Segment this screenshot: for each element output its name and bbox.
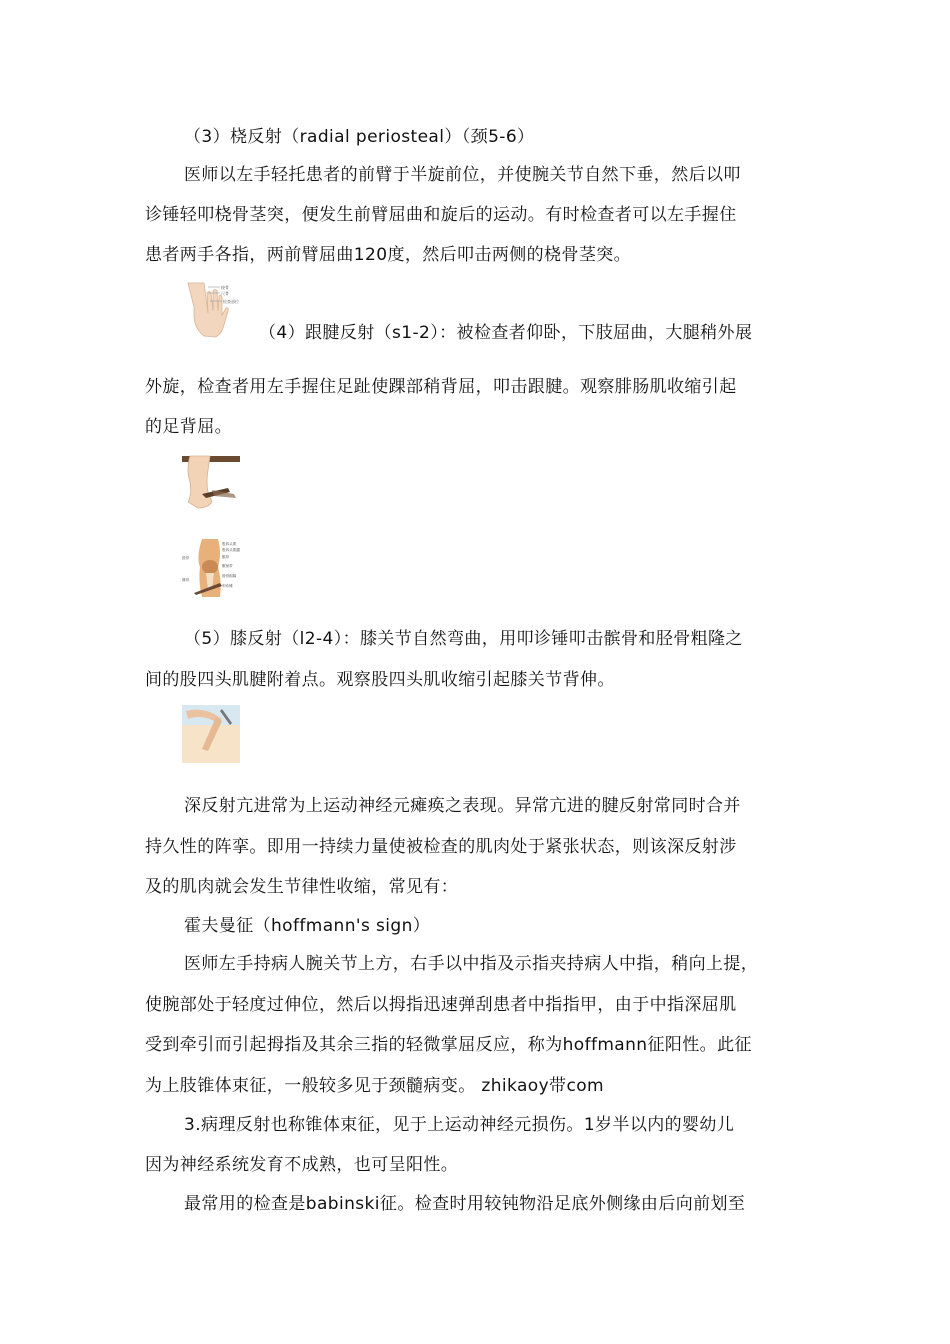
- hand-label-site: 检查部位: [223, 299, 239, 304]
- paragraph-line: 因为神经系统发育不成熟，也可呈阳性。: [145, 1155, 459, 1175]
- paragraph-line: 患者两手各指，两前臂屈曲120度，然后叩击两侧的桡骨茎突。: [145, 245, 632, 265]
- knee-reflex-illustration: [182, 705, 240, 763]
- paragraph-line: 受到牵引而引起拇指及其余三指的轻微掌屈反应，称为hoffmann征阳性。此征: [145, 1035, 752, 1055]
- paragraph-line: 外旋，检查者用左手握住足趾使踝部稍背屈，叩击跟腱。观察腓肠肌收缩引起: [145, 377, 737, 397]
- paragraph-line: 3.病理反射也称锥体束征，见于上运动神经元损伤。1岁半以内的婴幼儿: [184, 1115, 735, 1135]
- paragraph-line: 使腕部处于轻度过伸位，然后以拇指迅速弹刮患者中指指甲，由于中指深屈肌: [145, 995, 737, 1015]
- knee-label-tibia: 胫骨: [182, 556, 190, 560]
- knee-label-quadriceps-tendon: 股四头肌腱: [222, 548, 240, 552]
- knee-label-fibula: 腓骨: [182, 578, 190, 582]
- paragraph-line: 的足背屈。: [145, 417, 232, 437]
- knee-label-quadriceps: 股四头肌: [222, 542, 237, 546]
- knee-anatomy-illustration: [180, 537, 242, 599]
- section-heading-radial-reflex: （3）桡反射（radial periosteal）（颈5-6）: [184, 127, 535, 147]
- section-heading-achilles-reflex: （4）跟腱反射（s1-2）：被检查者仰卧，下肢屈曲，大腿稍外展: [259, 323, 753, 343]
- section-heading-hoffmann-sign: 霍夫曼征（hoffmann's sign）: [184, 916, 431, 936]
- paragraph-line: 持久性的阵挛。即用一持续力量使被检查的肌肉处于紧张状态，则该深反射涉: [145, 837, 737, 857]
- hand-label-ulna: 尺骨: [221, 291, 229, 296]
- paragraph-line: 医师以左手轻托患者的前臂于半旋前位，并使腕关节自然下垂，然后以叩: [184, 165, 741, 185]
- ankle-reflex-illustration: [182, 452, 240, 510]
- paragraph-line: 深反射亢进常为上运动神经元瘫痪之表现。异常亢进的腱反射常同时合并: [184, 796, 741, 816]
- hand-label-radius: 桡骨: [221, 285, 229, 290]
- knee-label-patellar-ligament: 髌韧带: [222, 564, 233, 568]
- section-heading-knee-reflex: （5）膝反射（l2-4）：膝关节自然弯曲，用叩诊锤叩击髌骨和胫骨粗隆之: [184, 629, 743, 649]
- paragraph-line: 间的股四头肌腱附着点。观察股四头肌收缩引起膝关节背伸。: [145, 670, 615, 690]
- paragraph-line: 及的肌肉就会发生节律性收缩，常见有：: [145, 877, 459, 897]
- paragraph-line: 最常用的检查是babinski征。检查时用较钝物沿足底外侧缘由后向前划至: [184, 1194, 746, 1214]
- knee-label-patella: 髌骨: [222, 555, 230, 559]
- hand-reflex-illustration: [182, 281, 242, 339]
- knee-label-hammer: 叩诊锤: [222, 584, 233, 588]
- paragraph-line: 诊锤轻叩桡骨茎突，便发生前臂屈曲和旋后的运动。有时检查者可以左手握住: [145, 205, 737, 225]
- paragraph-line: 医师左手持病人腕关节上方，右手以中指及示指夹持病人中指，稍向上提，: [184, 954, 759, 974]
- knee-label-tibial-tuberosity: 胫骨粗隆: [222, 574, 237, 578]
- paragraph-line: 为上肢锥体束征，一般较多见于颈髓病变。 zhikaoy带com: [145, 1076, 604, 1096]
